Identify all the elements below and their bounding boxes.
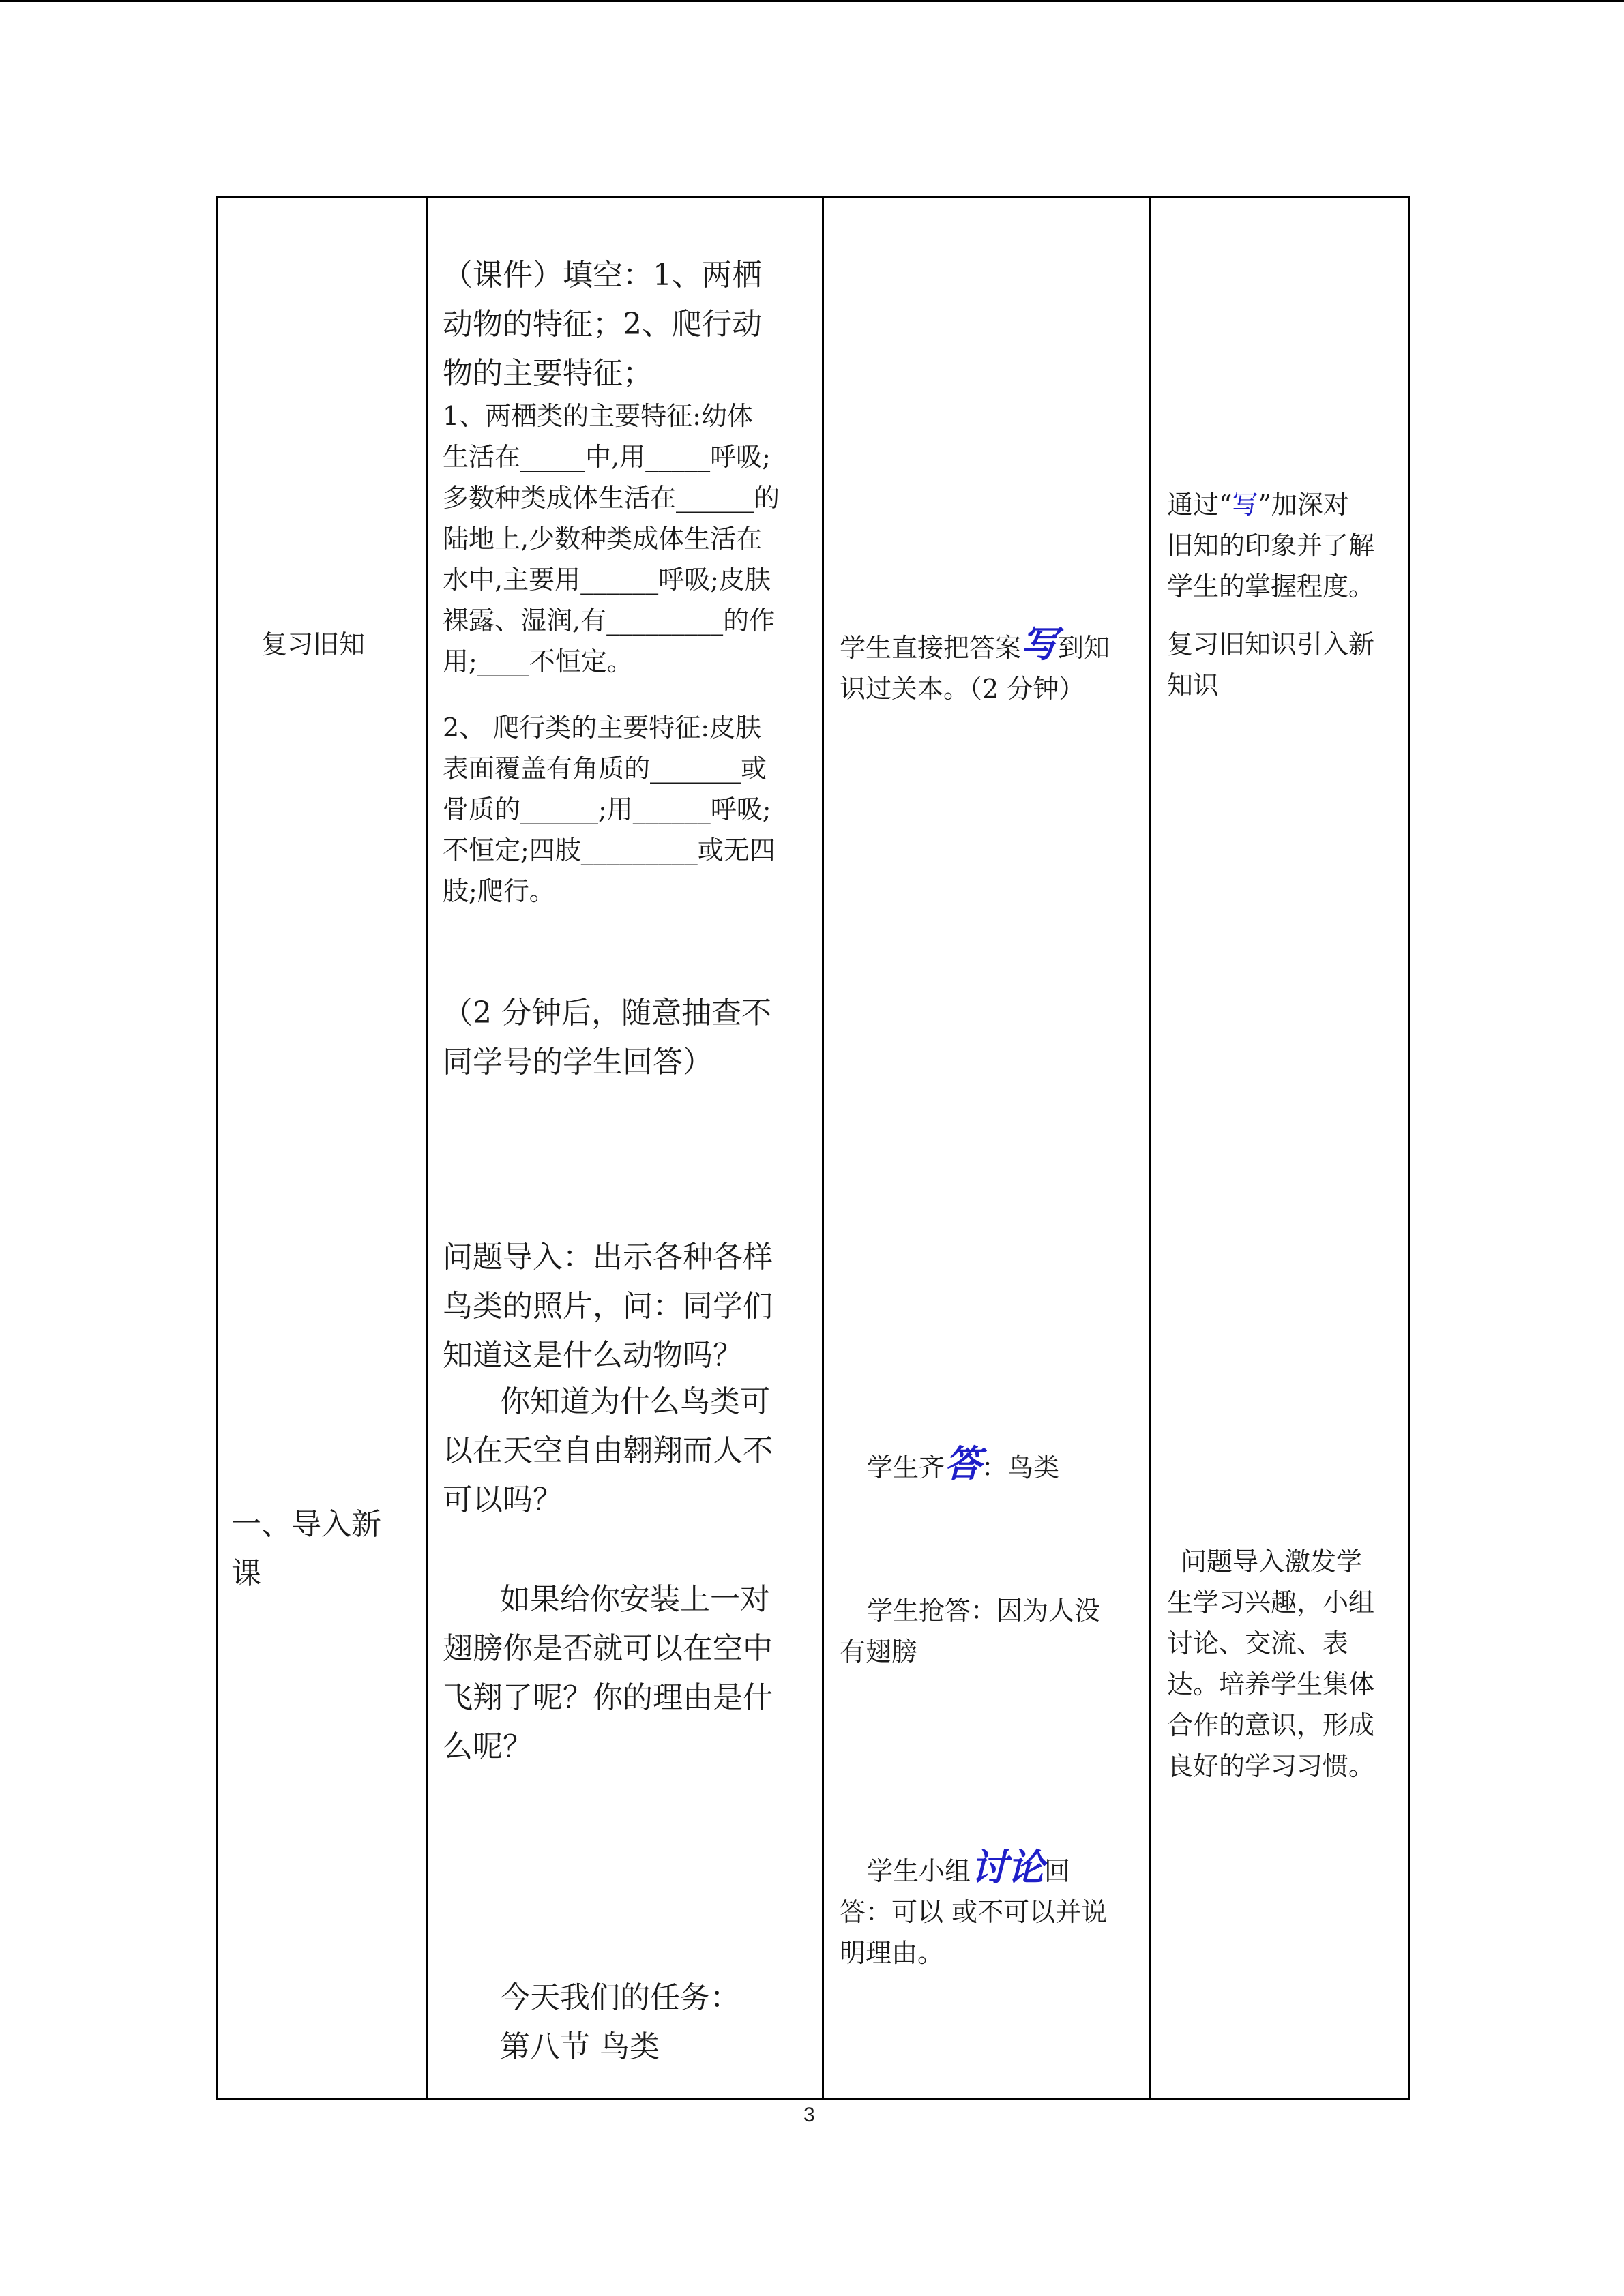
student-rush-answer: 学生抢答：因为人没 有翅膀 xyxy=(840,1596,1101,1667)
purpose-question-lead-in: 问题导入激发学 生学习兴趣，小组 讨论、交流、表 达。培养学生集体 合作的意识，形成 良好的学习习惯。 xyxy=(1167,1547,1375,1781)
page-number: 3 xyxy=(803,2104,815,2126)
student-group-discussion: 学生小组讨论回 答：可以 或不可以并说 明理由。 xyxy=(840,1845,1108,1968)
student-answer-birds: 学生齐答：鸟类 xyxy=(867,1442,1060,1485)
column-divider xyxy=(822,198,824,2098)
emphasis-discuss: 讨论 xyxy=(971,1845,1045,1889)
stage-intro: 一、导入新 课 xyxy=(231,1507,381,1591)
column-divider xyxy=(1149,198,1151,2098)
today-task: 今天我们的任务： 第八节 鸟类 xyxy=(500,1980,740,2064)
column-divider xyxy=(426,198,428,2098)
student-write-answers: 学生直接把答案写到知 识过关本。（2 分钟） xyxy=(840,622,1110,704)
purpose-write: 通过“写”加深对 旧知的印象并了解 学生的掌握程度。 xyxy=(1167,490,1375,601)
teacher-fill-blank-intro: （课件）填空：1、两栖 动物的特征；2、爬行动 物的主要特征； xyxy=(443,258,762,391)
reptile-characteristics: 2、 爬行类的主要特征:皮肤 表面覆盖有角质的_______或 骨质的______;用______呼吸; 不恒定;四肢_________或无四 肢;爬行。 xyxy=(443,713,776,906)
random-check-note: （2 分钟后，随意抽查不 同学号的学生回答） xyxy=(443,996,771,1079)
question-intro: 问题导入：出示各种各样 鸟类的照片，问：同学们 知道这是什么动物吗？ xyxy=(443,1240,773,1373)
lesson-plan-table xyxy=(216,196,1410,2100)
emphasis-answer: 答 xyxy=(945,1442,982,1485)
question-why-birds-fly: 你知道为什么鸟类可 以在天空自由翱翔而人不 可以吗？ xyxy=(443,1384,773,1517)
purpose-review-lead-in: 复习旧知识引入新 知识 xyxy=(1167,629,1375,700)
emphasis-write: 写 xyxy=(1021,622,1059,666)
page-top-rule xyxy=(0,0,1624,2)
question-wings: 如果给你安装上一对 翅膀你是否就可以在空中 飞翔了呢？你的理由是什 么呢？ xyxy=(443,1582,773,1764)
stage-review: 复习旧知 xyxy=(261,629,366,659)
amphibian-characteristics: 1、两栖类的主要特征:幼体 生活在_____中,用_____呼吸; 多数种类成体生活在______的 陆地上,少数种类成体生活在 水中,主要用______呼吸;皮肤 裸露、湿润,有_________的作 用;____不恒定。 xyxy=(443,401,780,676)
